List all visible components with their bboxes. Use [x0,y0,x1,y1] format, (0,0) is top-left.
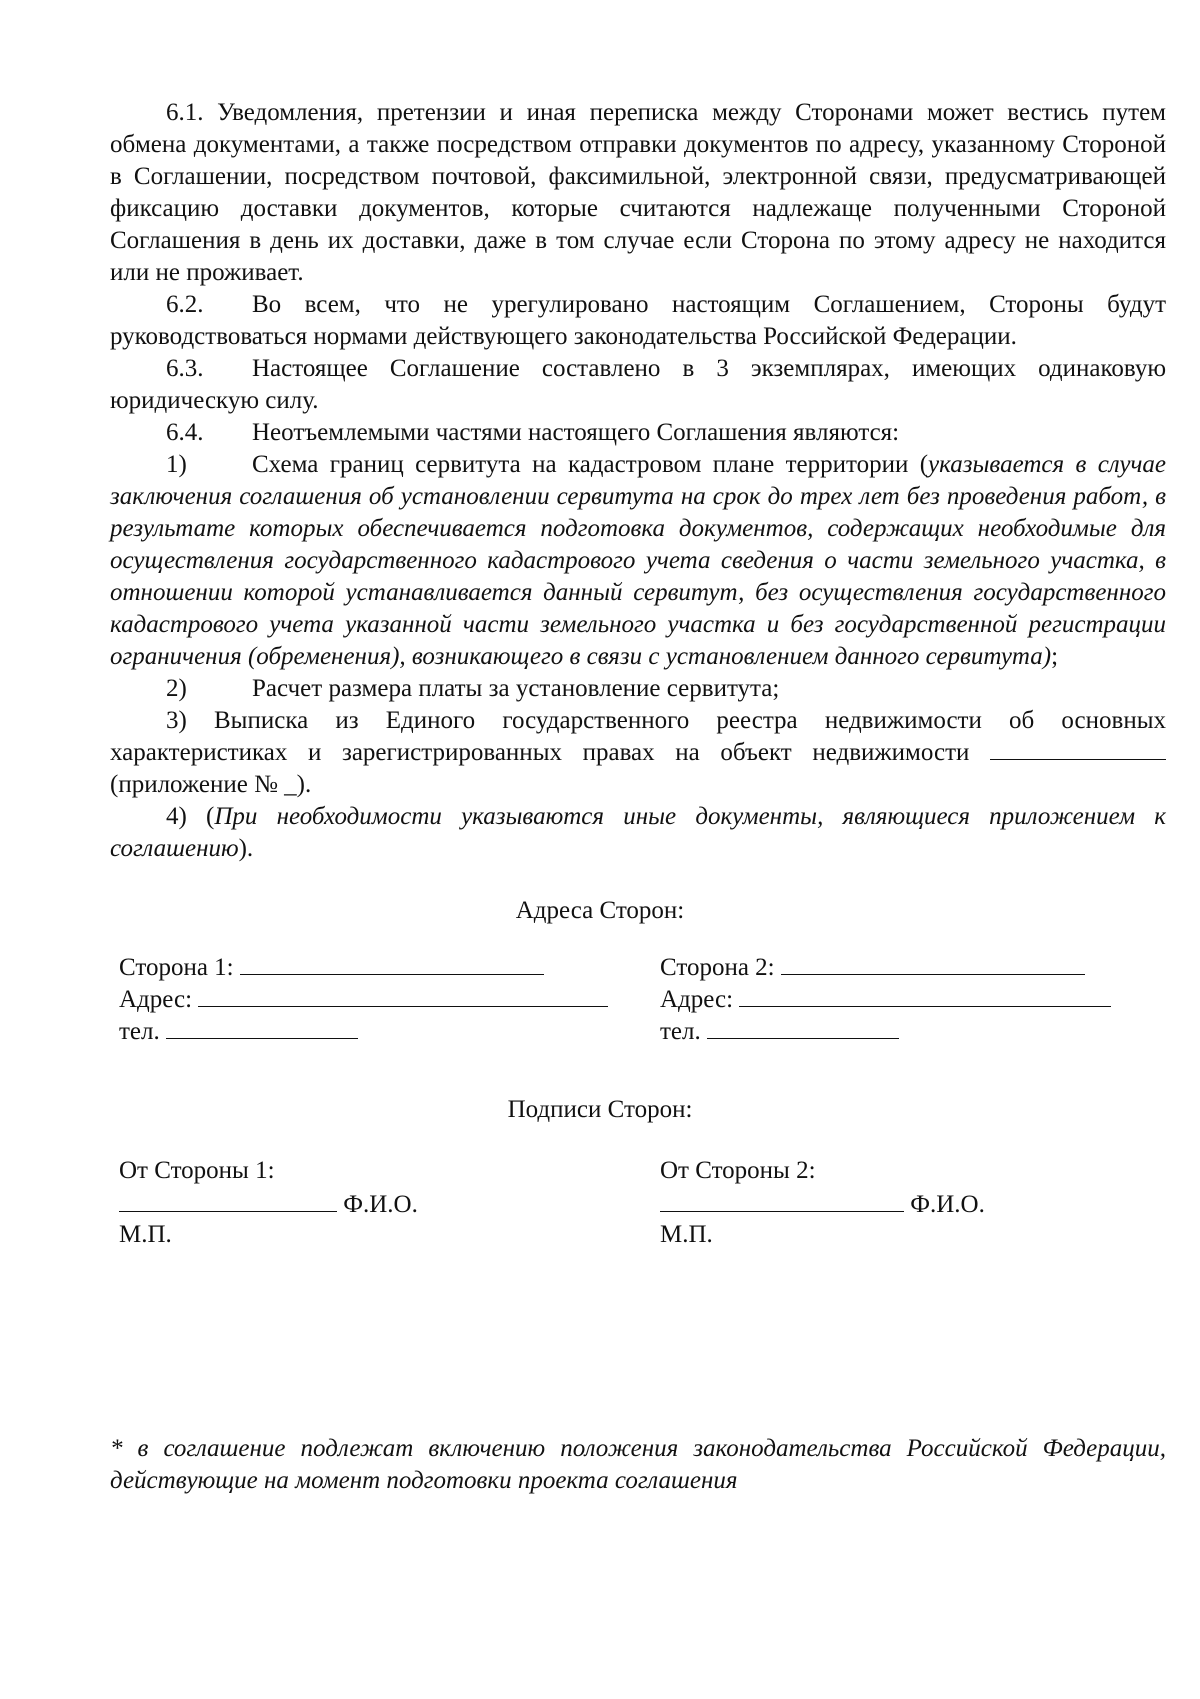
party-1-signature-block [119,1155,418,1251]
annex-3 [110,705,1166,801]
signatures-heading: Подписи Сторон: [507,1096,693,1123]
annex-4 [110,801,1166,865]
footnote [110,1433,1166,1497]
party-1-address-block [119,952,608,1048]
annex-4-start: 4) ( [166,803,215,830]
annex-4-note: При необходимости указываются иные документы, являющиеся приложением к соглашению [110,803,1166,862]
annex-3-text: 3) Выписка из Единого государственного реестра недвижимости об основных характеристиках и зарегистрированных правах на объект недвижимости [110,707,1166,766]
party-2-name-blank[interactable] [781,952,1085,975]
party-2-label: Сторона 2: [660,954,775,981]
from-party-2-row [660,1155,985,1187]
party-2-address-label: Адрес: [660,986,734,1013]
party-1-phone-blank[interactable] [166,1016,358,1039]
party-1-fio-label: Ф.И.О. [343,1191,418,1218]
annex-1-number: 1) [166,451,187,478]
party-1-name-blank[interactable] [240,952,544,975]
party-2-address-row [660,984,1111,1016]
clause-6-1-text: 6.1. Уведомления, претензии и иная переписка между Сторонами может вестись путем обмена документами, а также посредством отправки документов по адресу, указанному Стороной в Соглашении, посредством почтовой, факсимильной, электронной связи, предусматривающей фиксацию доставки документов, которые считаются надлежаще полученными Стороной Соглашения в день их доставки, даже в том случае если Сторона по этому адресу не находится или не проживает. [110,99,1166,286]
party-2-phone-blank[interactable] [707,1016,899,1039]
clause-6-2 [110,289,1166,353]
annex-3-object-blank[interactable] [990,737,1166,760]
party-2-address-blank[interactable] [739,984,1111,1007]
clause-6-3-number: 6.3. [166,355,204,382]
from-party-2-label: От Стороны 2: [660,1157,816,1184]
from-party-1-row [119,1155,418,1187]
annex-2-number: 2) [166,675,187,702]
party-2-fio-label: Ф.И.О. [910,1191,985,1218]
clause-6-2-text: Во всем, что не урегулировано настоящим Соглашением, Стороны будут руководствоваться нормами действующего законодательства Российской Федерации. [110,291,1166,350]
clause-6-1 [110,97,1166,289]
party-2-seal-row [660,1219,985,1251]
party-1-label: Сторона 1: [119,954,234,981]
party-1-phone-label: тел. [119,1018,160,1045]
annex-4-end: ). [238,835,254,862]
clause-6-4 [110,417,1166,449]
party-2-signature-blank[interactable] [660,1187,904,1212]
party-1-phone-row [119,1016,608,1048]
party-1-name-row [119,952,608,984]
party-1-address-blank[interactable] [198,984,608,1007]
footnote-text: * в соглашение подлежат включению положения законодательства Российской Федерации, действующие на момент подготовки проекта соглашения [110,1435,1166,1494]
annex-3-tail: (приложение № _). [110,771,312,798]
party-2-phone-label: тел. [660,1018,701,1045]
clause-6-3 [110,353,1166,417]
party-1-address-label: Адрес: [119,986,193,1013]
clause-6-4-number: 6.4. [166,419,204,446]
party-1-seal-row [119,1219,418,1251]
annex-1-note: указывается в случае заключения соглашения об установлении сервитута на срок до трех лет без проведения работ, в результате которых обеспечивается подготовка документов, содержащих необходимые для осуществления государственного кадастрового учета сведения о части земельного участка, в отношении которой устанавливается данный сервитут, без осуществления государственного кадастрового учета указанной части земельного участка и без государственной регистрации ограничения (обременения), возникающего в связи с установлением данного сервитута) [110,451,1166,670]
party-2-seal-label: М.П. [660,1221,713,1248]
annex-2 [110,673,1166,705]
clause-6-3-text: Настоящее Соглашение составлено в 3 экземплярах, имеющих одинаковую юридическую силу. [110,355,1166,414]
annex-1 [110,449,1166,673]
party-2-address-block [660,952,1111,1048]
party-2-signature-row [660,1187,985,1219]
party-2-phone-row [660,1016,1111,1048]
party-1-seal-label: М.П. [119,1221,172,1248]
clause-6-2-number: 6.2. [166,291,204,318]
clauses-block [110,97,1166,865]
party-2-signature-block [660,1155,985,1251]
party-1-signature-blank[interactable] [119,1187,337,1212]
annex-1-end: ; [1051,643,1059,670]
annex-1-text: Схема границ сервитута на кадастровом плане территории ( [252,451,929,478]
annex-2-text: Расчет размера платы за установление сервитута; [252,675,780,702]
from-party-1-label: От Стороны 1: [119,1157,275,1184]
party-2-name-row [660,952,1111,984]
party-1-signature-row [119,1187,418,1219]
addresses-heading: Адреса Сторон: [515,897,685,924]
clause-6-4-text: Неотъемлемыми частями настоящего Соглашения являются: [252,419,900,446]
party-1-address-row [119,984,608,1016]
